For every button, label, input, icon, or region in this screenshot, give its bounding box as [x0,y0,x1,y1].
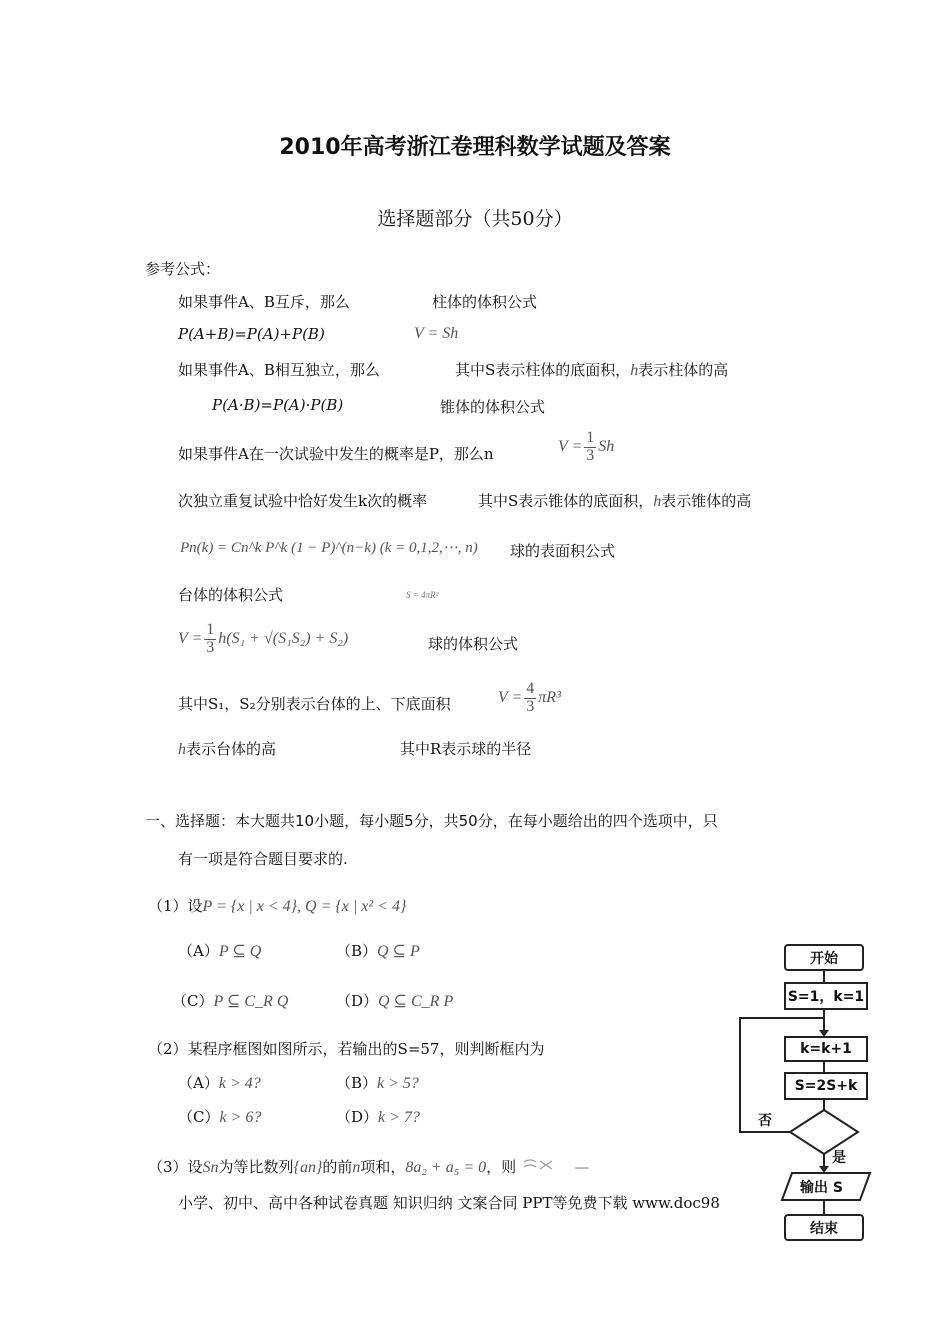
q2-a-math: k > 4? [218,1075,261,1092]
formula-l10-num: 4 [526,680,535,697]
q3-stem-tail: — [574,1158,590,1176]
q1-c-math: P ⊆ C_R Q [213,993,289,1010]
flowchart-step1: k=k+1 [784,1036,868,1062]
formula-l2-left: P(A+B)=P(A)+P(B) [178,325,325,343]
formula-l7-binomial: Pn(k) = Cn^k P^k (1 − P)^(n−k) (k = 0,1,2,⋯, n) [180,540,478,556]
q3-stem-e: ，则 [486,1158,517,1176]
formula-l9-v: V = [178,629,203,647]
formula-l3-right [455,359,728,380]
q2-option-b [336,1072,419,1093]
formula-l5-v: V = [558,437,583,455]
q3-stem-a: （3）设 [148,1158,203,1176]
q2-b-math: k > 5? [377,1075,419,1092]
formula-l9-den: 3 [206,638,215,656]
q3-stem-fraction-icon [522,1158,568,1176]
formula-l5-left: 如果事件A在一次试验中发生的概率是P，那么n [178,445,494,463]
formula-l10-left: 其中S₁，S₂分别表示台体的上、下底面积 [178,695,451,713]
q2-b-label: （B） [336,1074,378,1092]
q3-stem-sn: Sn [202,1159,219,1176]
q3-stem-n: n [352,1159,361,1176]
q3-stem-eq: 8a₂ + a₅ = 0 [405,1159,487,1176]
formula-l7-right: 球的表面积公式 [510,542,616,560]
formula-l4-right: 锥体的体积公式 [440,398,546,416]
q1-stem-math: P = {x | x < 4}, Q = {x | x² < 4} [202,898,407,915]
q2-stem: （2）某程序框图如图所示，若输出的S=57，则判断框内为 [148,1040,545,1058]
q1-option-a [178,940,261,961]
formula-l1-right: 柱体的体积公式 [432,293,538,311]
flowchart-step2: S=2S+k [784,1072,868,1100]
formula-l5-num: 1 [586,429,595,446]
formula-l3-right-h: h [630,362,639,379]
formula-l10-rest: πR³ [538,688,561,706]
formula-l6-right [478,490,751,511]
q2-d-math: k > 7? [378,1109,420,1126]
section-subtitle: 选择题部分（共50分） [377,208,573,230]
formula-l3-right-b: 表示柱体的高 [638,361,729,379]
q3-stem-b: 为等比数列 [218,1158,294,1176]
formula-cone-volume [558,430,614,465]
page-title: 2010年高考浙江卷理科数学试题及答案 [279,135,671,160]
section1-line1: 一、选择题：本大题共10小题，每小题5分，共50分，在每小题给出的四个选项中，只 [145,812,718,830]
q3-stem-an: {an} [293,1159,323,1176]
q1-d-label: （D） [336,992,379,1010]
footer-text: 小学、初中、高中各种试卷真题 知识归纳 文案合同 PPT等免费下载 www.doc98 [178,1194,720,1212]
formula-l3-right-a: 其中S表示柱体的底面积， [455,361,631,379]
flowchart-start: 开始 [784,944,864,971]
q1-stem-label: （1）设 [148,897,203,915]
q2-option-d [336,1106,420,1127]
formulas-heading: 参考公式： [145,260,221,278]
formula-l4-left: P(A·B)=P(A)·P(B) [212,396,344,414]
q3-stem-c: 的前 [322,1158,353,1176]
formula-l9-rest: h(S₁ + √(S₁S₂) + S₂) [218,629,349,647]
formula-l6-right-a: 其中S表示锥体的底面积， [478,492,654,510]
formula-l9-num: 1 [206,621,215,638]
q1-option-d [336,990,453,1011]
formula-l6-left: 次独立重复试验中恰好发生k次的概率 [178,492,428,510]
formula-l11-right: 其中R表示球的半径 [400,740,532,758]
formula-l10-v: V = [498,688,523,706]
flowchart-end: 结束 [784,1214,864,1241]
formula-l8-right: S = 4πR² [406,590,439,600]
q1-b-math: Q ⊆ P [377,943,420,960]
formula-l3-left: 如果事件A、B相互独立，那么 [178,361,380,379]
formula-l1-left: 如果事件A、B互斥，那么 [178,293,350,311]
q2-c-math: k > 6? [219,1109,262,1126]
formula-l6-right-b: 表示锥体的高 [661,492,752,510]
q1-a-label: （A） [178,942,219,960]
formula-l9-right: 球的体积公式 [428,635,519,653]
q2-c-label: （C） [178,1108,220,1126]
flowchart-output: 输出 S [800,1180,843,1196]
flowchart-yes-label: 是 [832,1150,846,1166]
q3-stem [148,1156,589,1177]
q1-b-label: （B） [336,942,378,960]
q1-stem [148,895,406,916]
formula-l5-sh: Sh [598,437,615,455]
formula-l5-den: 3 [586,446,595,464]
q1-option-c [172,990,288,1011]
q2-d-label: （D） [336,1108,379,1126]
flowchart-no-label: 否 [758,1113,772,1129]
q2-option-c [178,1106,261,1127]
formula-l8-left: 台体的体积公式 [178,586,284,604]
formula-l6-right-h: h [653,493,662,510]
flowchart [730,930,910,1250]
q1-option-b [336,940,420,961]
q2-a-label: （A） [178,1074,219,1092]
q3-stem-d: 项和， [360,1158,406,1176]
q1-a-math: P ⊆ Q [218,943,262,960]
section1-line2: 有一项是符合题目要求的. [178,850,348,868]
formula-l10-den: 3 [526,697,535,715]
q2-option-a [178,1072,261,1093]
flowchart-init: S=1，k=1 [784,982,868,1010]
formula-l11-left-text: 表示台体的高 [186,740,277,758]
q1-d-math: Q ⊆ C_R P [378,993,454,1010]
formula-l11-h: h [178,741,186,758]
formula-frustum-volume [178,622,348,657]
formula-l11-left [178,738,276,759]
decision-diamond [790,1110,858,1154]
formula-sphere-volume [498,681,561,716]
formula-l2-right: V = Sh [414,325,459,342]
q1-c-label: （C） [172,992,214,1010]
